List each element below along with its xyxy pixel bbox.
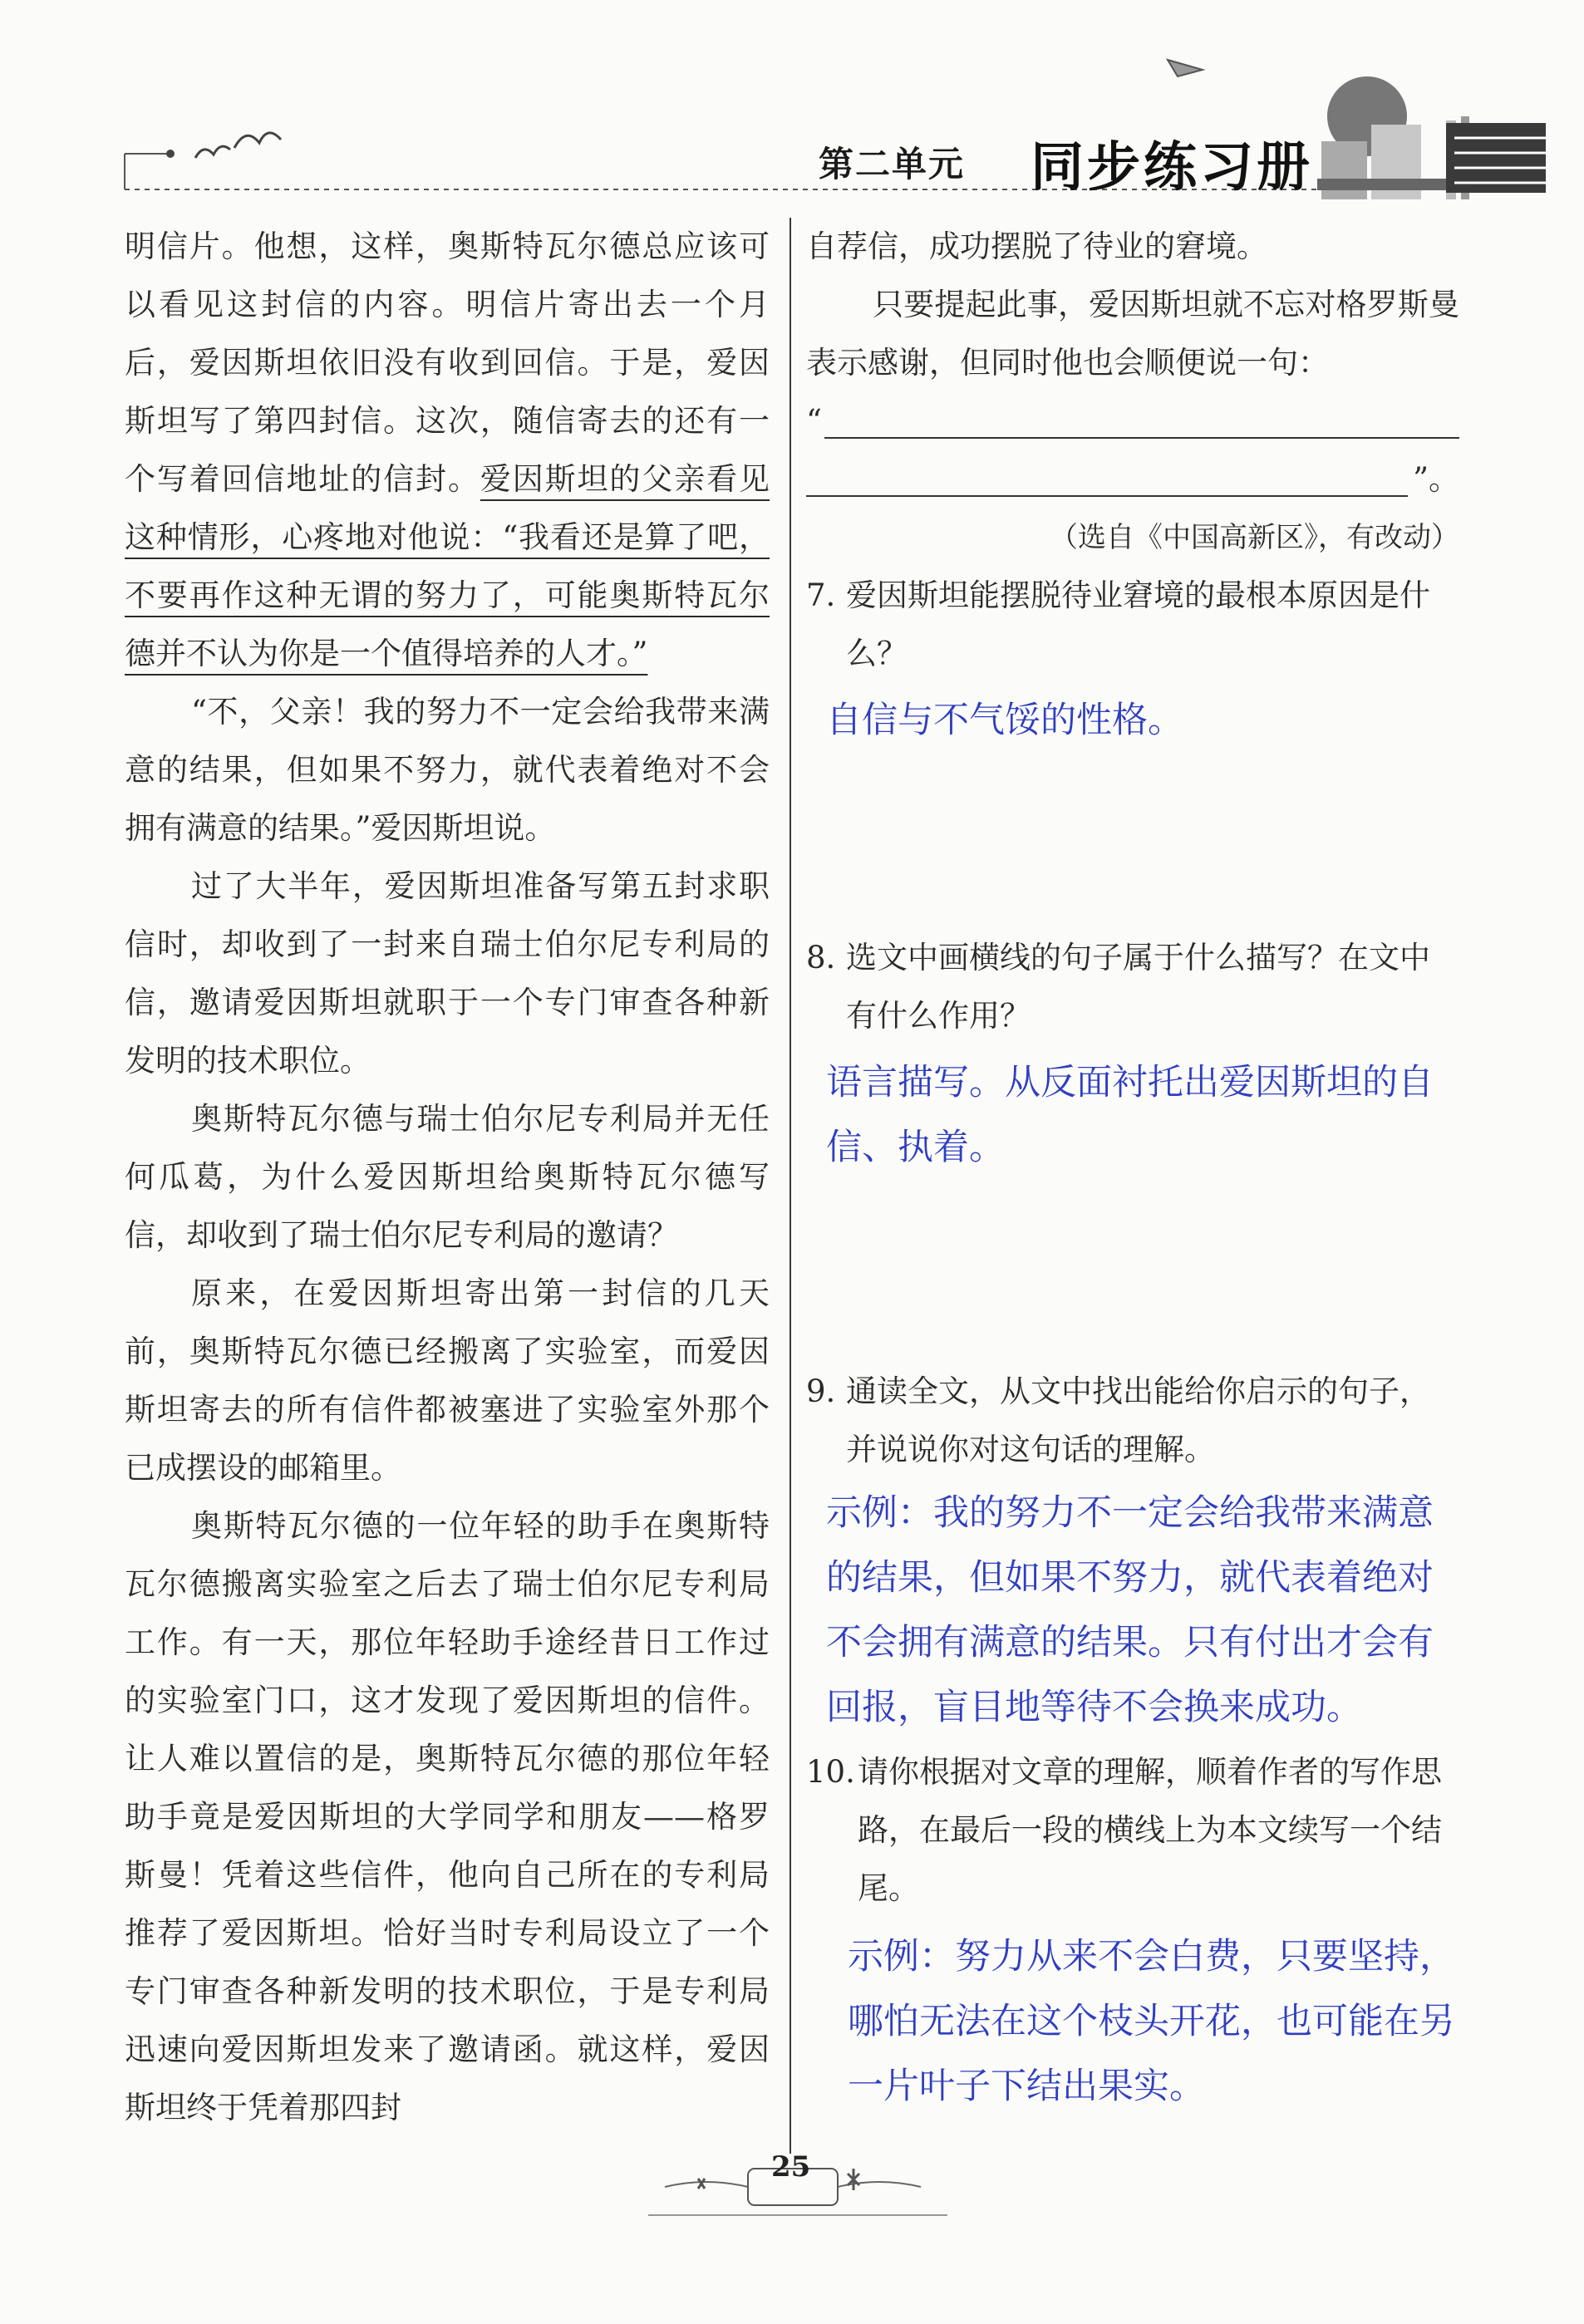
paragraph-text: 明信片。他想，这样，奥斯特瓦尔德总应该可以看见这封信的内容。明信片寄出去一个月后，爱因斯坦依旧没有收到回信。于是，爱因斯坦写了第四封信。这次，随信寄去的还有一个写着回信地址的信封。	[125, 228, 770, 497]
question-text: 选文中画横线的句子属于什么描写？在文中有什么作用？	[846, 940, 1430, 1034]
question-text: 请你根据对文章的理解，顺着作者的写作思路，在最后一段的横线上为本文续写一个结尾。	[858, 1754, 1442, 1906]
paragraph: 只要提起此事，爱因斯坦就不忘对格罗斯曼表示感谢，但同时他也会顺便说一句：	[806, 287, 1459, 381]
underlined-sentence: 爱因斯坦的父亲看见这种情形，心疼地对他说：“我看还是算了吧，不要再作这种无谓的努力了，可能奥斯特瓦尔德并不认为你是一个值得培养的人才。”	[125, 461, 770, 671]
question-7	[806, 567, 1459, 753]
paragraph: 奥斯特瓦尔德与瑞士伯尔尼专利局并无任何瓜葛，为什么爱因斯坦给奥斯特瓦尔德写信，却收到了瑞士伯尔尼专利局的邀请？	[125, 1101, 770, 1253]
question-number: 7.	[806, 577, 836, 613]
open-quote: “	[806, 403, 822, 439]
answer-text: 示例：我的努力不一定会给我带来满意的结果，但如果不努力，就代表着绝对不会拥有满意的结果。只有付出才会有回报，盲目地等待不会换来成功。	[826, 1492, 1434, 1728]
column-divider	[790, 218, 791, 2154]
bird-icon	[234, 133, 281, 148]
page-footer	[0, 2135, 1584, 2235]
header-decoration	[0, 0, 1584, 216]
question-number: 9.	[806, 1373, 836, 1409]
paragraph	[125, 218, 770, 683]
question-8	[806, 929, 1459, 1180]
page-header	[0, 0, 1584, 216]
left-column	[125, 218, 770, 2137]
answer-text: 自信与不气馁的性格。	[826, 700, 1183, 741]
source-citation: （选自《中国高新区》，有改动）	[1050, 521, 1459, 554]
paragraph: “不，父亲！我的努力不一定会给我带来满意的结果，但如果不努力，就代表着绝对不会拥有满意的结果。”爱因斯坦说。	[125, 694, 770, 846]
question-10	[806, 1743, 1459, 2119]
question-9	[806, 1363, 1459, 1740]
bird-icon	[195, 146, 230, 158]
pinwheel-icon	[848, 2169, 859, 2190]
paragraph: 过了大半年，爱因斯坦准备写第五封求职信时，却收到了一封来自瑞士伯尔尼专利局的信，邀请爱因斯坦就职于一个专门审查各种新发明的技术职位。	[125, 868, 770, 1078]
paper-plane-icon	[1168, 60, 1203, 76]
answer-text: 语言描写。从反面衬托出爱因斯坦的自信、执着。	[826, 1062, 1434, 1168]
close-quote: ”。	[1413, 461, 1459, 497]
answer-text: 示例：努力从来不会白费，只要坚持，哪怕无法在这个枝头开花，也可能在另一片叶子下结出果实。	[848, 1936, 1455, 2107]
right-column	[806, 218, 1459, 2119]
paragraph: 奥斯特瓦尔德的一位年轻的助手在奥斯特瓦尔德搬离实验室之后去了瑞士伯尔尼专利局工作。有一天，那位年轻助手途经昔日工作过的实验室门口，这才发现了爱因斯坦的信件。让人难以置信的是，奥斯特瓦尔德的那位年轻助手竟是爱因斯坦的大学同学和朋友——格罗斯曼！凭着这些信件，他向自己所在的专利局推荐了爱因斯坦。恰好当时专利局设立了一个专门审查各种新发明的技术职位，于是专利局迅速向爱因斯坦发来了邀请函。就这样，爱因斯坦终于凭着那四封	[125, 1508, 770, 2125]
star-icon	[698, 2179, 705, 2189]
book-title: 同步练习册	[1031, 136, 1313, 199]
page-number: 25	[771, 2150, 811, 2184]
blank-line	[806, 392, 1459, 450]
unit-title: 第二单元	[819, 144, 966, 184]
paragraph: 自荐信，成功摆脱了待业的窘境。	[806, 228, 1267, 264]
question-number: 10.	[806, 1754, 855, 1790]
question-number: 8.	[806, 940, 836, 975]
question-text: 通读全文，从文中找出能给你启示的句子，并说说你对这句话的理解。	[846, 1373, 1430, 1467]
blank-line	[806, 450, 1459, 509]
paragraph: 原来，在爱因斯坦寄出第一封信的几天前，奥斯特瓦尔德已经搬离了实验室，而爱因斯坦寄去的所有信件都被塞进了实验室外那个已成摆设的邮箱里。	[125, 1275, 770, 1486]
question-text: 爱因斯坦能摆脱待业窘境的最根本原因是什么？	[846, 577, 1430, 671]
